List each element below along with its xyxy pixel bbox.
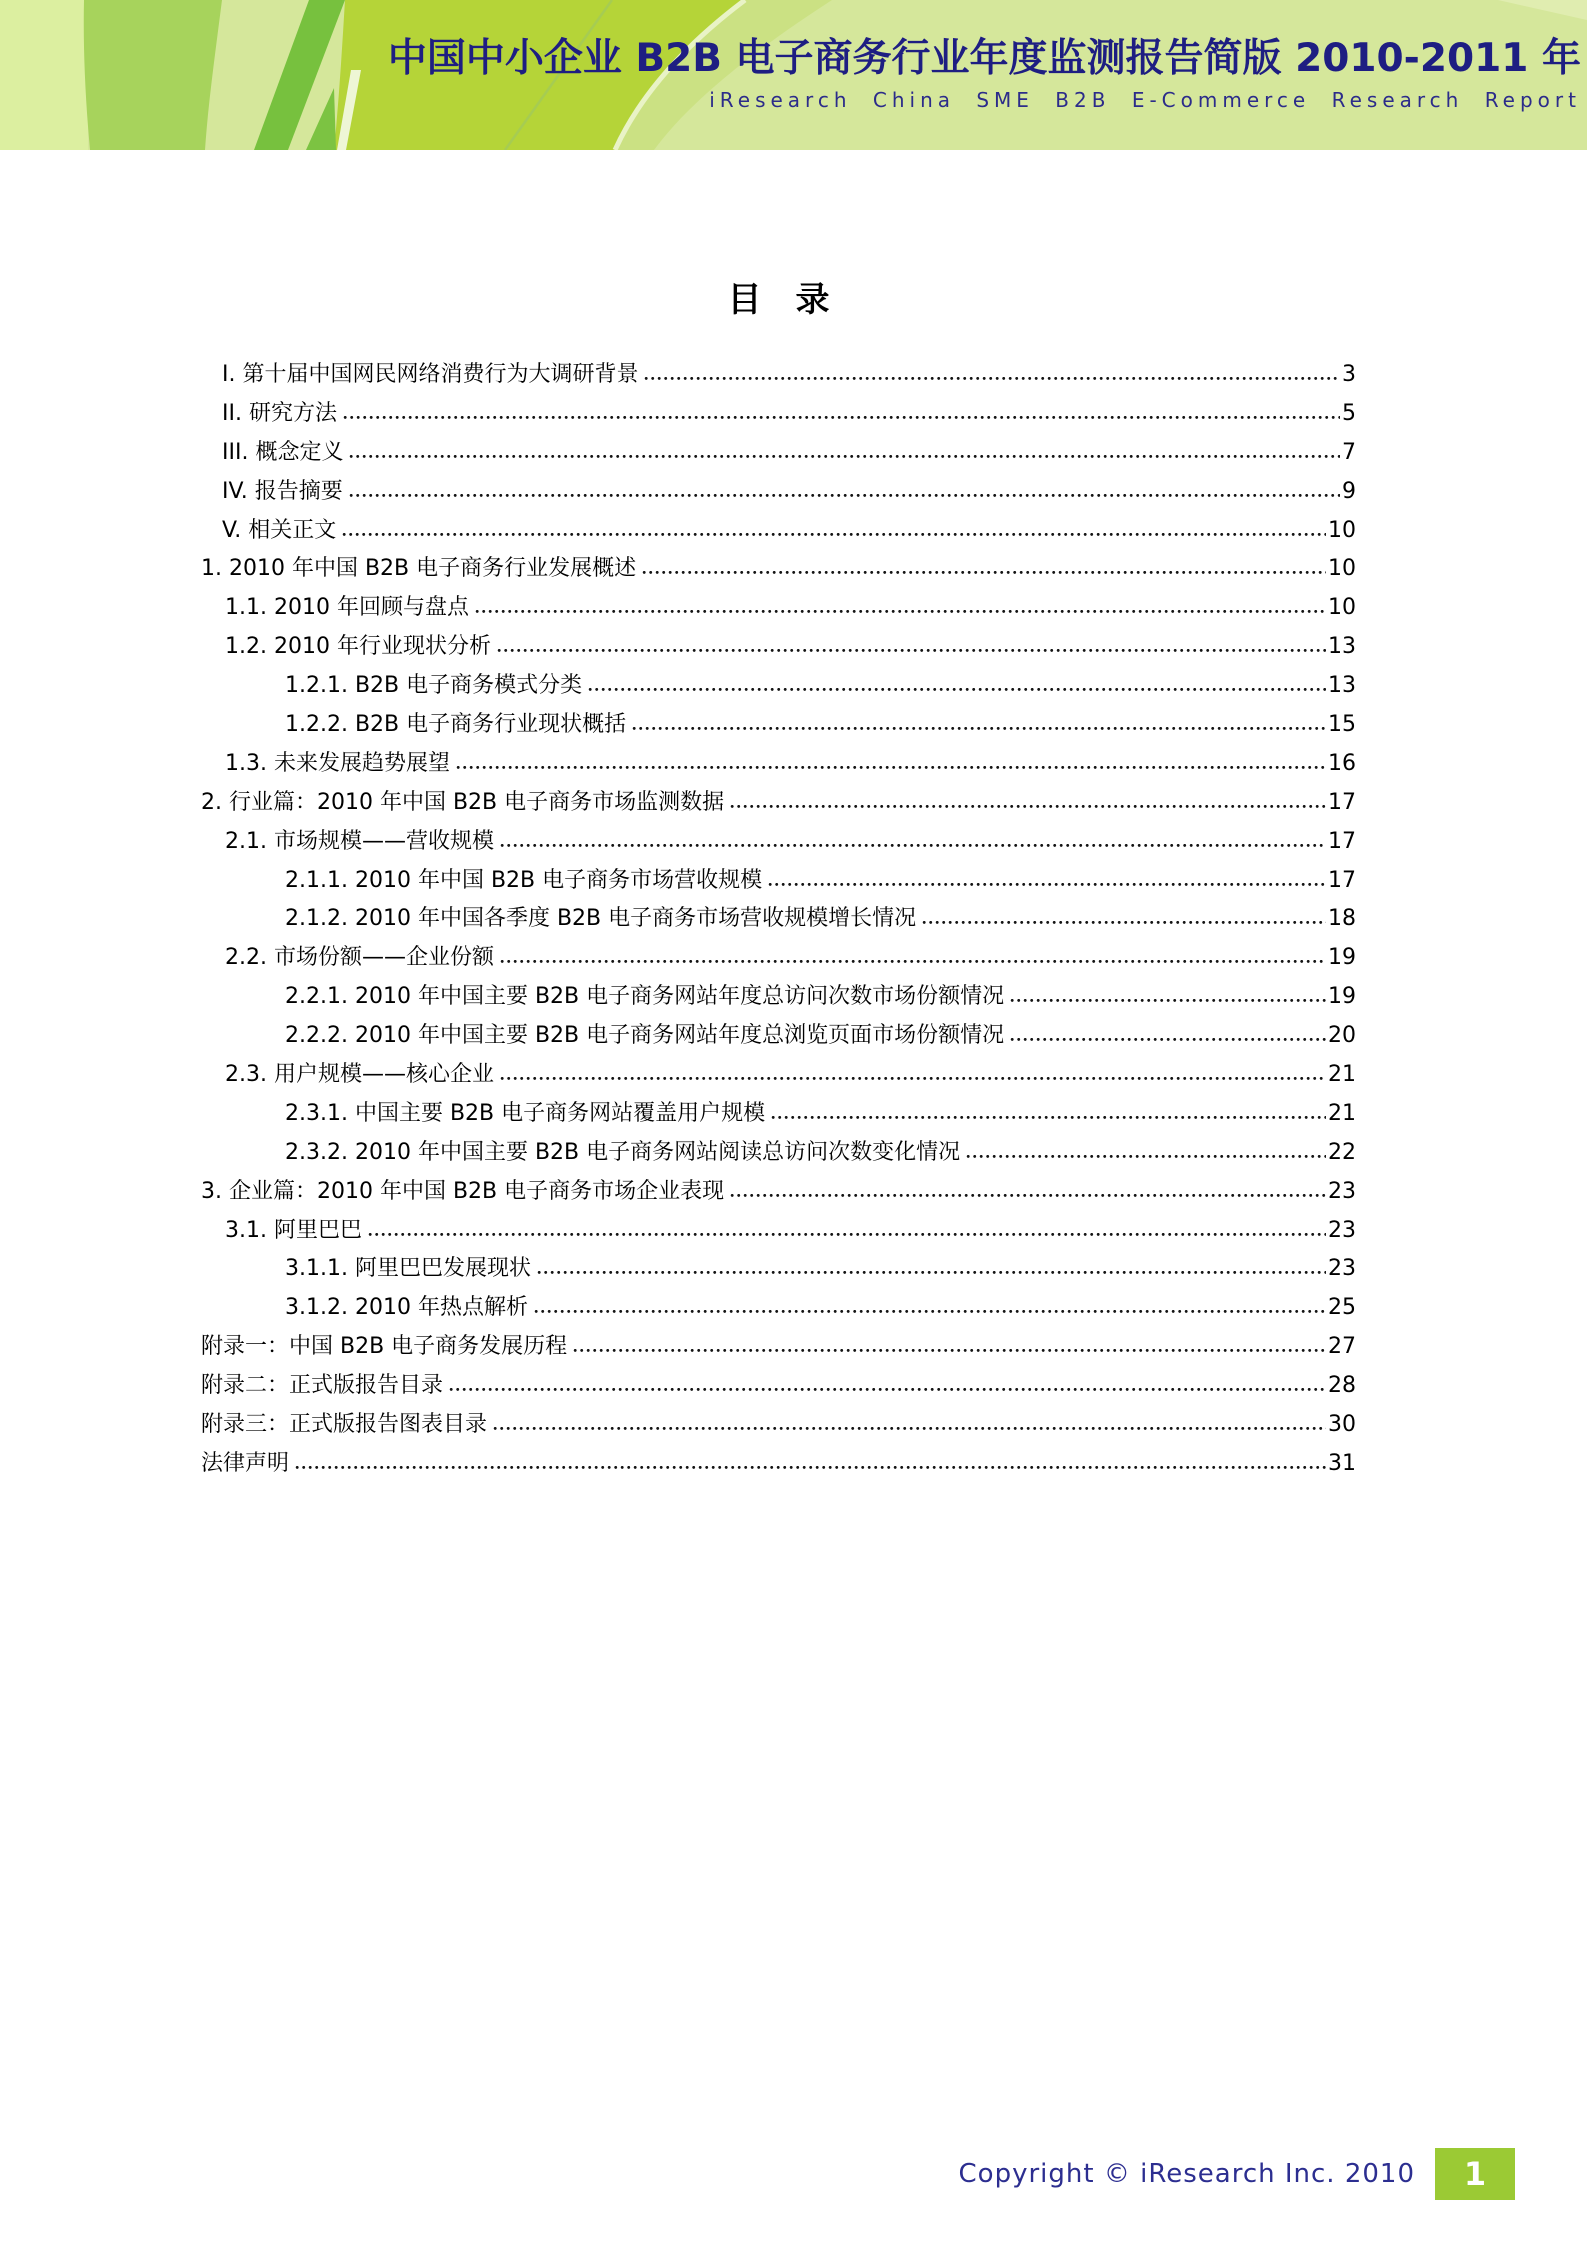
toc-entry-label: 1.2.1. B2B 电子商务模式分类 (285, 673, 583, 699)
dot-leader (588, 687, 1326, 692)
toc-entry-label: II. 研究方法 (222, 400, 337, 426)
toc-entry[interactable] (201, 590, 1356, 629)
toc-entry-label: 1.2.2. B2B 电子商务行业现状概括 (285, 712, 627, 738)
header-text-block (388, 0, 1581, 150)
dot-leader (1010, 998, 1326, 1003)
toc-entry[interactable] (201, 1329, 1356, 1368)
toc-entry-page: 30 (1328, 1412, 1356, 1438)
toc-entry-label: III. 概念定义 (222, 439, 344, 465)
toc-entry-page: 21 (1328, 1062, 1356, 1088)
toc-entry[interactable] (201, 1251, 1356, 1290)
toc-entry-page: 5 (1342, 400, 1356, 426)
toc-entry-label: 1.2. 2010 年行业现状分析 (225, 634, 491, 660)
toc-entry-page: 10 (1328, 556, 1356, 582)
toc-entry-label: 2.3. 用户规模——核心企业 (225, 1062, 494, 1088)
toc-entry-page: 25 (1328, 1295, 1356, 1321)
toc-entry[interactable] (201, 824, 1356, 863)
toc-entry-page: 18 (1328, 906, 1356, 932)
toc-entry[interactable] (201, 357, 1356, 396)
toc-entry-page: 10 (1328, 517, 1356, 543)
toc-entry-page: 23 (1328, 1178, 1356, 1204)
toc-entry-label: 1.1. 2010 年回顾与盘点 (225, 595, 469, 621)
dot-leader (349, 493, 1340, 498)
toc-entry[interactable] (201, 1446, 1356, 1485)
dot-leader (771, 1115, 1326, 1120)
dot-leader (537, 1270, 1326, 1275)
toc-entry-page: 31 (1328, 1450, 1356, 1476)
toc-entry-page: 7 (1342, 439, 1356, 465)
toc-entry-page: 13 (1328, 673, 1356, 699)
toc-entry[interactable] (201, 1213, 1356, 1252)
dot-leader (642, 570, 1326, 575)
toc-entry[interactable] (201, 707, 1356, 746)
toc-entry-label: 1.3. 未来发展趋势展望 (225, 750, 450, 776)
toc-entry-page: 13 (1328, 634, 1356, 660)
dot-leader (730, 1193, 1326, 1198)
dot-leader (456, 765, 1326, 770)
dot-leader (922, 920, 1326, 925)
toc-entry-label: V. 相关正文 (222, 517, 337, 543)
dot-leader (368, 1232, 1326, 1237)
toc-entry-page: 17 (1328, 867, 1356, 893)
toc-entry-page: 23 (1328, 1217, 1356, 1243)
dot-leader (343, 415, 1340, 420)
toc-entry-label: 2. 行业篇：2010 年中国 B2B 电子商务市场监测数据 (201, 789, 725, 815)
toc-entry[interactable] (201, 435, 1356, 474)
dot-leader (573, 1348, 1326, 1353)
toc-entry-page: 15 (1328, 712, 1356, 738)
toc-entry-label: 2.3.2. 2010 年中国主要 B2B 电子商务网站阅读总访问次数变化情况 (285, 1139, 961, 1165)
toc-entry-page: 22 (1328, 1139, 1356, 1165)
toc-entry-page: 19 (1328, 984, 1356, 1010)
report-subtitle: iResearch China SME B2B E-Commerce Research Report (709, 87, 1581, 112)
toc-entry-label: IV. 报告摘要 (222, 478, 343, 504)
dot-leader (644, 376, 1340, 381)
dot-leader (534, 1309, 1326, 1314)
toc-entry-page: 27 (1328, 1334, 1356, 1360)
toc-entry[interactable] (201, 901, 1356, 940)
toc-entry-label: 3.1.2. 2010 年热点解析 (285, 1295, 528, 1321)
toc-entry[interactable] (201, 863, 1356, 902)
toc-entry[interactable] (201, 1135, 1356, 1174)
toc-entry-page: 16 (1328, 750, 1356, 776)
toc-entry-label: 1. 2010 年中国 B2B 电子商务行业发展概述 (201, 556, 637, 582)
dot-leader (449, 1387, 1326, 1392)
toc-entry[interactable] (201, 1368, 1356, 1407)
toc-entry-page: 28 (1328, 1373, 1356, 1399)
toc-entry[interactable] (201, 1018, 1356, 1057)
toc-heading: 目 录 (727, 280, 830, 320)
toc-entry[interactable] (201, 746, 1356, 785)
dot-leader (632, 726, 1326, 731)
toc-entry[interactable] (201, 1174, 1356, 1213)
toc-entry[interactable] (201, 1407, 1356, 1446)
page-header (0, 0, 1587, 150)
toc-entry-label: I. 第十届中国网民网络消费行为大调研背景 (222, 362, 639, 387)
page-number-badge: 1 (1435, 2148, 1515, 2200)
copyright-text: Copyright © iResearch Inc. 2010 (958, 2159, 1415, 2189)
toc-entry-label: 2.2. 市场份额——企业份额 (225, 945, 494, 971)
toc-entry[interactable] (201, 1057, 1356, 1096)
dot-leader (295, 1465, 1326, 1470)
dot-leader (349, 454, 1340, 459)
toc-list (201, 357, 1356, 1485)
dot-leader (500, 843, 1326, 848)
toc-entry[interactable] (201, 474, 1356, 513)
toc-entry[interactable] (201, 396, 1356, 435)
toc-entry[interactable] (201, 629, 1356, 668)
toc-entry-page: 23 (1328, 1256, 1356, 1282)
toc-entry-label: 2.3.1. 中国主要 B2B 电子商务网站覆盖用户规模 (285, 1100, 766, 1126)
toc-entry-page: 17 (1328, 828, 1356, 854)
dot-leader (768, 882, 1326, 887)
toc-entry-page: 3 (1342, 362, 1356, 387)
toc-entry-label: 2.1. 市场规模——营收规模 (225, 828, 494, 854)
dot-leader (730, 804, 1326, 809)
toc-entry[interactable] (201, 1290, 1356, 1329)
toc-entry-page: 10 (1328, 595, 1356, 621)
toc-entry[interactable] (201, 513, 1356, 552)
toc-entry[interactable] (201, 979, 1356, 1018)
toc-entry-label: 附录三：正式版报告图表目录 (201, 1412, 488, 1438)
toc-entry-label: 法律声明 (201, 1450, 290, 1476)
dot-leader (342, 532, 1326, 537)
toc-entry[interactable] (201, 551, 1356, 590)
toc-entry-page: 17 (1328, 789, 1356, 815)
toc-entry-label: 2.2.2. 2010 年中国主要 B2B 电子商务网站年度总浏览页面市场份额情况 (285, 1023, 1005, 1049)
toc-entry[interactable] (201, 1096, 1356, 1135)
toc-entry-label: 附录二：正式版报告目录 (201, 1373, 444, 1399)
toc-entry-label: 3.1. 阿里巴巴 (225, 1217, 362, 1243)
toc-entry[interactable] (201, 940, 1356, 979)
toc-entry-label: 3.1.1. 阿里巴巴发展现状 (285, 1256, 531, 1282)
dot-leader (475, 609, 1326, 614)
toc-entry-page: 9 (1342, 478, 1356, 504)
page-footer (959, 2148, 1515, 2200)
toc-entry-label: 2.1.2. 2010 年中国各季度 B2B 电子商务市场营收规模增长情况 (285, 906, 917, 932)
toc-entry[interactable] (201, 668, 1356, 707)
toc-entry-label: 2.1.1. 2010 年中国 B2B 电子商务市场营收规模 (285, 867, 763, 893)
dot-leader (1010, 1037, 1326, 1042)
toc-entry[interactable] (201, 785, 1356, 824)
dot-leader (493, 1426, 1326, 1431)
toc-entry-page: 19 (1328, 945, 1356, 971)
toc-entry-label: 附录一：中国 B2B 电子商务发展历程 (201, 1334, 568, 1360)
dot-leader (500, 1076, 1326, 1081)
dot-leader (966, 1154, 1326, 1159)
toc-entry-label: 3. 企业篇：2010 年中国 B2B 电子商务市场企业表现 (201, 1178, 725, 1204)
toc-entry-label: 2.2.1. 2010 年中国主要 B2B 电子商务网站年度总访问次数市场份额情况 (285, 984, 1005, 1010)
toc-entry-page: 20 (1328, 1023, 1356, 1049)
dot-leader (500, 959, 1326, 964)
dot-leader (497, 648, 1326, 653)
report-title: 中国中小企业 B2B 电子商务行业年度监测报告简版 2010-2011 年 (387, 36, 1581, 82)
toc-entry-page: 21 (1328, 1100, 1356, 1126)
